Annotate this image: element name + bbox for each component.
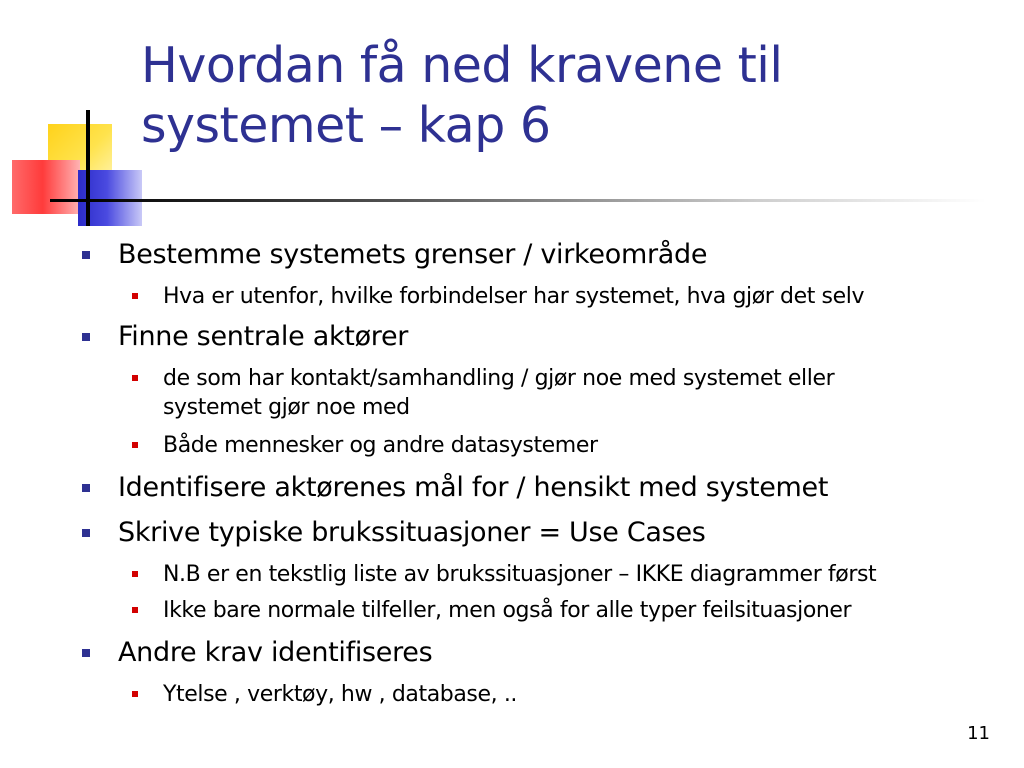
sub-bullet-square-icon: [132, 375, 138, 381]
bullet-square-icon: [82, 649, 90, 657]
bullet-square-icon: [82, 529, 90, 537]
sub-bullet-item: [163, 282, 864, 311]
bullet-item: [118, 320, 408, 354]
sub-bullet-text: Hva er utenfor, hvilke forbindelser har systemet, hva gjør det selv: [163, 284, 865, 309]
sub-bullet-square-icon: [132, 607, 138, 613]
sub-bullet-square-icon: [132, 442, 138, 448]
sub-bullet-text: Ytelse , verktøy, hw , database, ..: [163, 682, 518, 707]
sub-bullet-text: Ikke bare normale tilfeller, men også for alle typer feilsituasjoner: [163, 598, 852, 623]
bullet-text: Identifisere aktørenes mål for / hensikt med systemet: [118, 472, 829, 503]
sub-bullet-text-line2: systemet gjør noe med: [163, 395, 410, 420]
bullet-item: [118, 516, 706, 550]
sub-bullet-square-icon: [132, 691, 138, 697]
bullet-item: [118, 471, 828, 505]
page-title-line2: systemet – kap 6: [141, 97, 551, 154]
bullet-text: Skrive typiske brukssituasjoner = Use Cases: [118, 517, 706, 548]
bullet-square-icon: [82, 251, 90, 259]
sub-bullet-item: [163, 431, 598, 460]
sub-bullet-item: [163, 596, 851, 625]
sub-bullet-item: [163, 560, 876, 589]
bullet-square-icon: [82, 333, 90, 341]
bullet-item: [118, 636, 432, 670]
sub-bullet-square-icon: [132, 293, 138, 299]
page-title-line1: Hvordan få ned kravene til: [141, 37, 783, 94]
bullet-text: Andre krav identifiseres: [118, 637, 433, 668]
sub-bullet-text: Både mennesker og andre datasystemer: [163, 433, 598, 458]
bullet-text: Finne sentrale aktører: [118, 321, 409, 352]
sub-bullet-text: N.B er en tekstlig liste av brukssituasjoner – IKKE diagrammer først: [163, 562, 877, 587]
sub-bullet-square-icon: [132, 571, 138, 577]
bullet-item: [118, 238, 707, 272]
bullet-square-icon: [82, 484, 90, 492]
sub-bullet-item: [163, 364, 834, 422]
slide-number: 11: [967, 723, 990, 744]
sub-bullet-item: [163, 680, 517, 709]
sub-bullet-text-line1: de som har kontakt/samhandling / gjør noe med systemet eller: [163, 366, 835, 391]
bullet-text: Bestemme systemets grenser / virkeområde: [118, 239, 708, 270]
